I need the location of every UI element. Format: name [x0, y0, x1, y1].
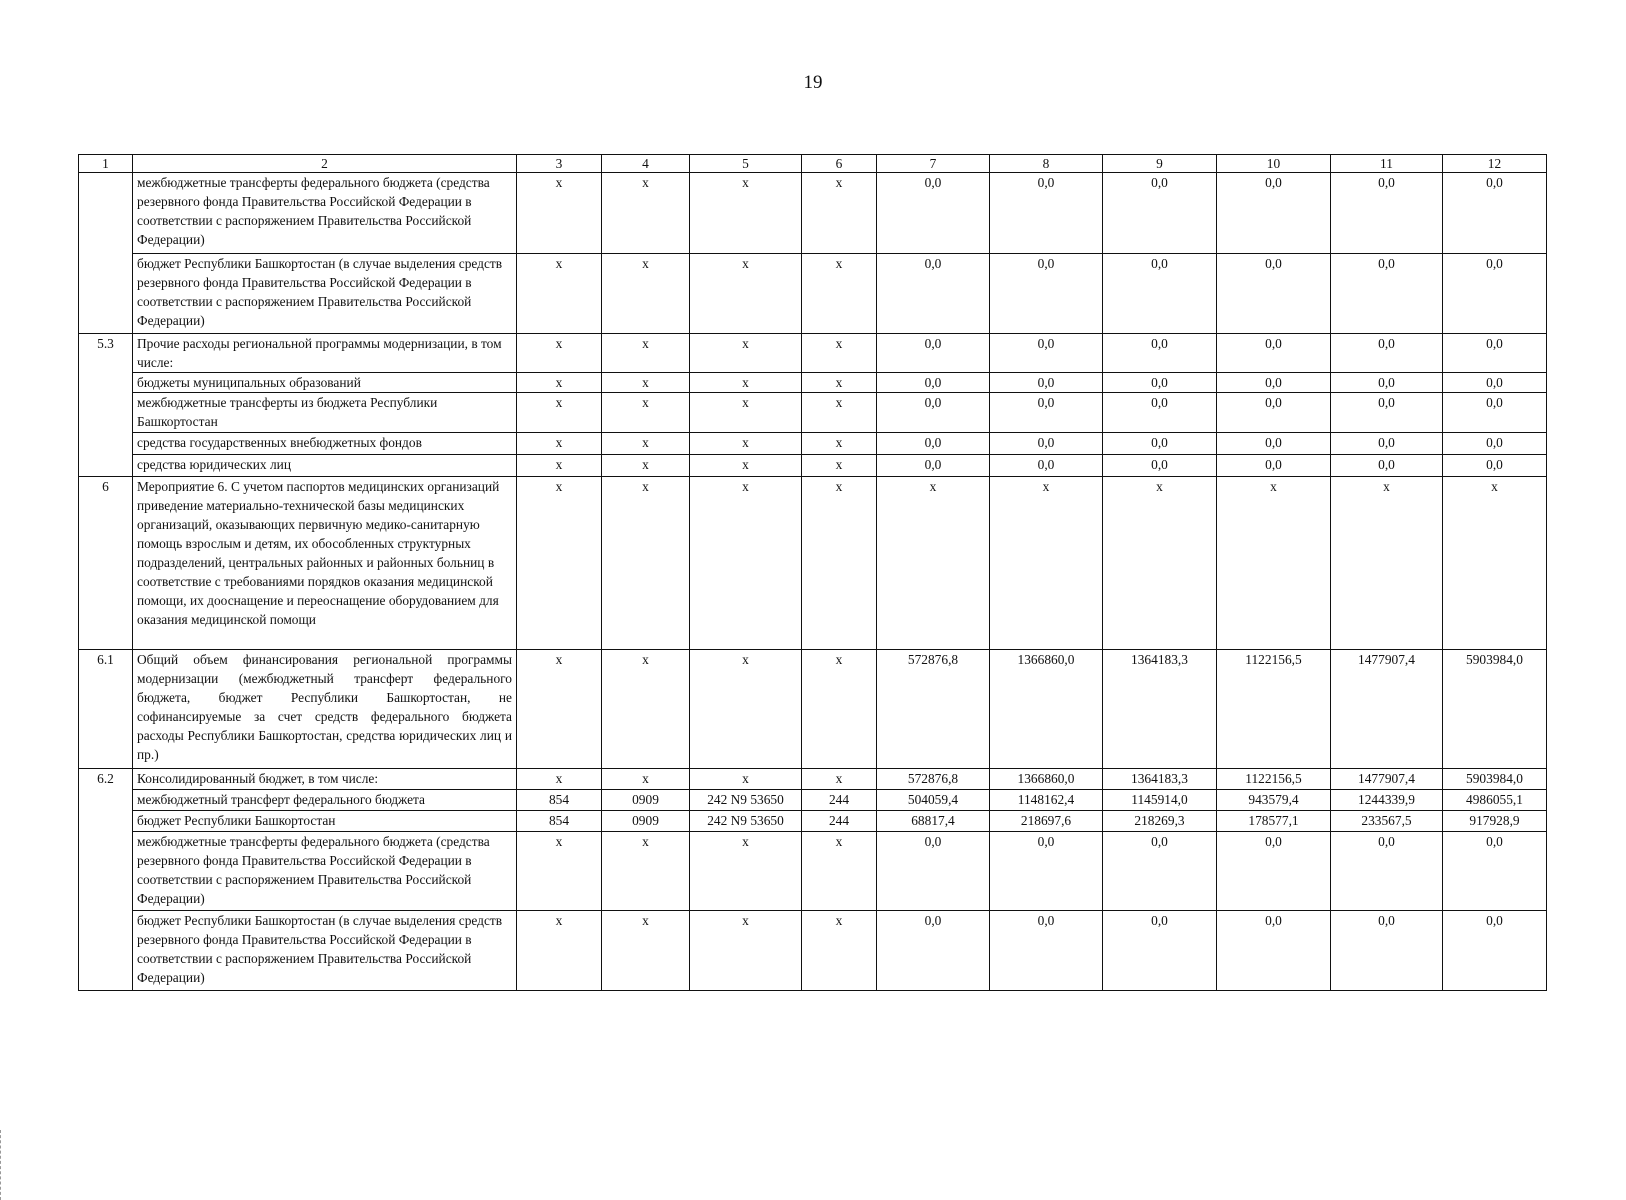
value-cell-c5: х	[690, 173, 802, 254]
table-row	[79, 832, 1547, 911]
value-cell-c8: 0,0	[990, 254, 1103, 334]
value-cell-c11: 1477907,4	[1331, 769, 1443, 790]
value-cell-c6: х	[802, 650, 877, 769]
value-cell-c7: 0,0	[877, 393, 990, 433]
value-cell-c12: 0,0	[1443, 911, 1547, 991]
description-cell: бюджеты муниципальных образований	[133, 373, 517, 393]
value-cell-c12: 0,0	[1443, 832, 1547, 911]
value-cell-c7: 0,0	[877, 254, 990, 334]
description-cell: межбюджетные трансферты из бюджета Республики Башкортостан	[133, 393, 517, 433]
value-cell-c9: 218269,3	[1103, 811, 1217, 832]
description-cell: Консолидированный бюджет, в том числе:	[133, 769, 517, 790]
budget-table	[78, 154, 1547, 991]
value-cell-c5: х	[690, 433, 802, 455]
value-cell-c12: 0,0	[1443, 173, 1547, 254]
value-cell-c7: 0,0	[877, 433, 990, 455]
column-header: 9	[1103, 155, 1217, 173]
value-cell-c10: 0,0	[1217, 911, 1331, 991]
description-cell: Общий объем финансирования региональной программы модернизации (межбюджетный трансферт федерального бюджета, бюджет Республики Башкортостан, не софинансируемые за счет средств федерального бюджета расходы Республики Башкортостан, средства юридических лиц и пр.)	[133, 650, 517, 769]
value-cell-c7: 0,0	[877, 373, 990, 393]
value-cell-c3: х	[517, 334, 602, 373]
value-cell-c11: 0,0	[1331, 334, 1443, 373]
value-cell-c10: х	[1217, 477, 1331, 650]
table-row	[79, 433, 1547, 455]
table-row	[79, 650, 1547, 769]
value-cell-c5: 242 N9 53650	[690, 811, 802, 832]
value-cell-c8: 0,0	[990, 832, 1103, 911]
value-cell-c11: 1477907,4	[1331, 650, 1443, 769]
value-cell-c3: х	[517, 455, 602, 477]
value-cell-c5: х	[690, 650, 802, 769]
value-cell-c4: х	[602, 254, 690, 334]
value-cell-c10: 178577,1	[1217, 811, 1331, 832]
column-header: 10	[1217, 155, 1331, 173]
value-cell-c6: х	[802, 254, 877, 334]
value-cell-c5: х	[690, 455, 802, 477]
row-number-cell	[79, 173, 133, 334]
value-cell-c8: 0,0	[990, 393, 1103, 433]
value-cell-c10: 1122156,5	[1217, 769, 1331, 790]
value-cell-c4: х	[602, 477, 690, 650]
value-cell-c6: х	[802, 911, 877, 991]
value-cell-c10: 0,0	[1217, 254, 1331, 334]
value-cell-c8: 0,0	[990, 433, 1103, 455]
table-row	[79, 254, 1547, 334]
value-cell-c12: 5903984,0	[1443, 650, 1547, 769]
value-cell-c12: 4986055,1	[1443, 790, 1547, 811]
column-header: 11	[1331, 155, 1443, 173]
value-cell-c3: х	[517, 393, 602, 433]
value-cell-c12: 0,0	[1443, 334, 1547, 373]
page-number: 19	[803, 72, 823, 93]
column-header: 3	[517, 155, 602, 173]
value-cell-c9: 0,0	[1103, 334, 1217, 373]
value-cell-c6: х	[802, 832, 877, 911]
value-cell-c4: х	[602, 433, 690, 455]
value-cell-c7: 504059,4	[877, 790, 990, 811]
value-cell-c9: 0,0	[1103, 393, 1217, 433]
value-cell-c9: х	[1103, 477, 1217, 650]
column-header: 7	[877, 155, 990, 173]
value-cell-c4: х	[602, 173, 690, 254]
value-cell-c5: х	[690, 393, 802, 433]
column-header: 6	[802, 155, 877, 173]
value-cell-c6: х	[802, 373, 877, 393]
value-cell-c9: 0,0	[1103, 911, 1217, 991]
column-header: 1	[79, 155, 133, 173]
value-cell-c11: 0,0	[1331, 393, 1443, 433]
value-cell-c6: 244	[802, 790, 877, 811]
value-cell-c7: 572876,8	[877, 769, 990, 790]
value-cell-c4: 0909	[602, 811, 690, 832]
value-cell-c9: 0,0	[1103, 254, 1217, 334]
description-cell: бюджет Республики Башкортостан (в случае выделения средств резервного фонда Правительства Российской Федерации в соответствии с распоряжением Правительства Российской Федерации)	[133, 911, 517, 991]
value-cell-c11: 0,0	[1331, 911, 1443, 991]
value-cell-c12: 0,0	[1443, 373, 1547, 393]
value-cell-c11: 233567,5	[1331, 811, 1443, 832]
value-cell-c9: 0,0	[1103, 832, 1217, 911]
value-cell-c10: 0,0	[1217, 455, 1331, 477]
value-cell-c5: х	[690, 911, 802, 991]
description-cell: Прочие расходы региональной программы модернизации, в том числе:	[133, 334, 517, 373]
row-number-cell: 5.3	[79, 334, 133, 477]
value-cell-c9: 1145914,0	[1103, 790, 1217, 811]
value-cell-c10: 0,0	[1217, 832, 1331, 911]
value-cell-c4: х	[602, 393, 690, 433]
table-row	[79, 811, 1547, 832]
column-header: 5	[690, 155, 802, 173]
value-cell-c10: 0,0	[1217, 373, 1331, 393]
description-cell: бюджет Республики Башкортостан (в случае выделения средств резервного фонда Правительства Российской Федерации в соответствии с распоряжением Правительства Российской Федерации)	[133, 254, 517, 334]
value-cell-c7: 572876,8	[877, 650, 990, 769]
value-cell-c9: 0,0	[1103, 433, 1217, 455]
value-cell-c5: 242 N9 53650	[690, 790, 802, 811]
column-header: 2	[133, 155, 517, 173]
column-header: 12	[1443, 155, 1547, 173]
description-cell: Мероприятие 6. С учетом паспортов медицинских организаций приведение материально-технической базы медицинских организаций, оказывающих первичную медико-санитарную помощь взрослым и детям, их обособленных структурных подразделений, центральных районных и районных больниц в соответствие с требованиями порядков оказания медицинской помощи, их дооснащение и переоснащение оборудованием для оказания медицинской помощи	[133, 477, 517, 650]
value-cell-c8: 0,0	[990, 911, 1103, 991]
value-cell-c3: х	[517, 911, 602, 991]
description-cell: средства государственных внебюджетных фондов	[133, 433, 517, 455]
value-cell-c10: 0,0	[1217, 393, 1331, 433]
value-cell-c10: 943579,4	[1217, 790, 1331, 811]
row-number-cell: 6.1	[79, 650, 133, 769]
value-cell-c7: 0,0	[877, 455, 990, 477]
value-cell-c7: 0,0	[877, 911, 990, 991]
value-cell-c10: 1122156,5	[1217, 650, 1331, 769]
value-cell-c10: 0,0	[1217, 173, 1331, 254]
value-cell-c8: 1366860,0	[990, 769, 1103, 790]
value-cell-c7: 0,0	[877, 173, 990, 254]
value-cell-c12: 0,0	[1443, 393, 1547, 433]
table-row	[79, 911, 1547, 991]
value-cell-c9: 1364183,3	[1103, 769, 1217, 790]
value-cell-c11: х	[1331, 477, 1443, 650]
value-cell-c6: х	[802, 769, 877, 790]
description-cell: межбюджетные трансферты федерального бюджета (средства резервного фонда Правительства Российской Федерации в соответствии с распоряжением Правительства Российской Федерации)	[133, 832, 517, 911]
value-cell-c7: 0,0	[877, 334, 990, 373]
column-header: 4	[602, 155, 690, 173]
value-cell-c5: х	[690, 769, 802, 790]
value-cell-c4: х	[602, 373, 690, 393]
description-cell: межбюджетный трансферт федерального бюджета	[133, 790, 517, 811]
value-cell-c10: 0,0	[1217, 433, 1331, 455]
value-cell-c7: 68817,4	[877, 811, 990, 832]
table-row	[79, 393, 1547, 433]
value-cell-c4: х	[602, 832, 690, 911]
value-cell-c4: х	[602, 650, 690, 769]
value-cell-c12: 917928,9	[1443, 811, 1547, 832]
table-row	[79, 477, 1547, 650]
value-cell-c8: 0,0	[990, 455, 1103, 477]
value-cell-c8: 1366860,0	[990, 650, 1103, 769]
value-cell-c7: х	[877, 477, 990, 650]
value-cell-c3: х	[517, 433, 602, 455]
table-row	[79, 769, 1547, 790]
value-cell-c6: х	[802, 433, 877, 455]
value-cell-c5: х	[690, 832, 802, 911]
table-row	[79, 173, 1547, 254]
value-cell-c12: 5903984,0	[1443, 769, 1547, 790]
column-number-header-row	[79, 155, 1547, 173]
value-cell-c4: 0909	[602, 790, 690, 811]
value-cell-c11: 0,0	[1331, 433, 1443, 455]
value-cell-c6: х	[802, 173, 877, 254]
value-cell-c9: 1364183,3	[1103, 650, 1217, 769]
description-cell: бюджет Республики Башкортостан	[133, 811, 517, 832]
value-cell-c8: 218697,6	[990, 811, 1103, 832]
description-cell: средства юридических лиц	[133, 455, 517, 477]
value-cell-c11: 0,0	[1331, 254, 1443, 334]
value-cell-c6: х	[802, 393, 877, 433]
value-cell-c4: х	[602, 911, 690, 991]
value-cell-c10: 0,0	[1217, 334, 1331, 373]
value-cell-c11: 0,0	[1331, 373, 1443, 393]
value-cell-c8: 0,0	[990, 173, 1103, 254]
value-cell-c3: 854	[517, 811, 602, 832]
value-cell-c11: 0,0	[1331, 832, 1443, 911]
row-number-cell: 6.2	[79, 769, 133, 991]
value-cell-c8: 1148162,4	[990, 790, 1103, 811]
value-cell-c9: 0,0	[1103, 173, 1217, 254]
table-row	[79, 373, 1547, 393]
value-cell-c3: х	[517, 173, 602, 254]
value-cell-c5: х	[690, 373, 802, 393]
value-cell-c9: 0,0	[1103, 373, 1217, 393]
value-cell-c6: х	[802, 334, 877, 373]
description-cell: межбюджетные трансферты федерального бюджета (средства резервного фонда Правительства Российской Федерации в соответствии с распоряжением Правительства Российской Федерации)	[133, 173, 517, 254]
value-cell-c4: х	[602, 455, 690, 477]
value-cell-c12: 0,0	[1443, 455, 1547, 477]
value-cell-c8: 0,0	[990, 334, 1103, 373]
value-cell-c11: 0,0	[1331, 455, 1443, 477]
value-cell-c11: 1244339,9	[1331, 790, 1443, 811]
value-cell-c3: х	[517, 650, 602, 769]
value-cell-c8: 0,0	[990, 373, 1103, 393]
value-cell-c12: х	[1443, 477, 1547, 650]
value-cell-c6: х	[802, 455, 877, 477]
value-cell-c9: 0,0	[1103, 455, 1217, 477]
value-cell-c8: х	[990, 477, 1103, 650]
value-cell-c4: х	[602, 769, 690, 790]
value-cell-c4: х	[602, 334, 690, 373]
value-cell-c6: х	[802, 477, 877, 650]
table-row	[79, 455, 1547, 477]
value-cell-c3: х	[517, 832, 602, 911]
value-cell-c6: 244	[802, 811, 877, 832]
value-cell-c11: 0,0	[1331, 173, 1443, 254]
value-cell-c5: х	[690, 477, 802, 650]
table-row	[79, 334, 1547, 373]
value-cell-c3: х	[517, 477, 602, 650]
value-cell-c3: х	[517, 769, 602, 790]
value-cell-c12: 0,0	[1443, 254, 1547, 334]
value-cell-c5: х	[690, 254, 802, 334]
scan-margin-marks	[0, 1130, 3, 1200]
value-cell-c3: х	[517, 373, 602, 393]
value-cell-c12: 0,0	[1443, 433, 1547, 455]
row-number-cell: 6	[79, 477, 133, 650]
value-cell-c3: х	[517, 254, 602, 334]
column-header: 8	[990, 155, 1103, 173]
value-cell-c3: 854	[517, 790, 602, 811]
value-cell-c5: х	[690, 334, 802, 373]
table-row	[79, 790, 1547, 811]
value-cell-c7: 0,0	[877, 832, 990, 911]
